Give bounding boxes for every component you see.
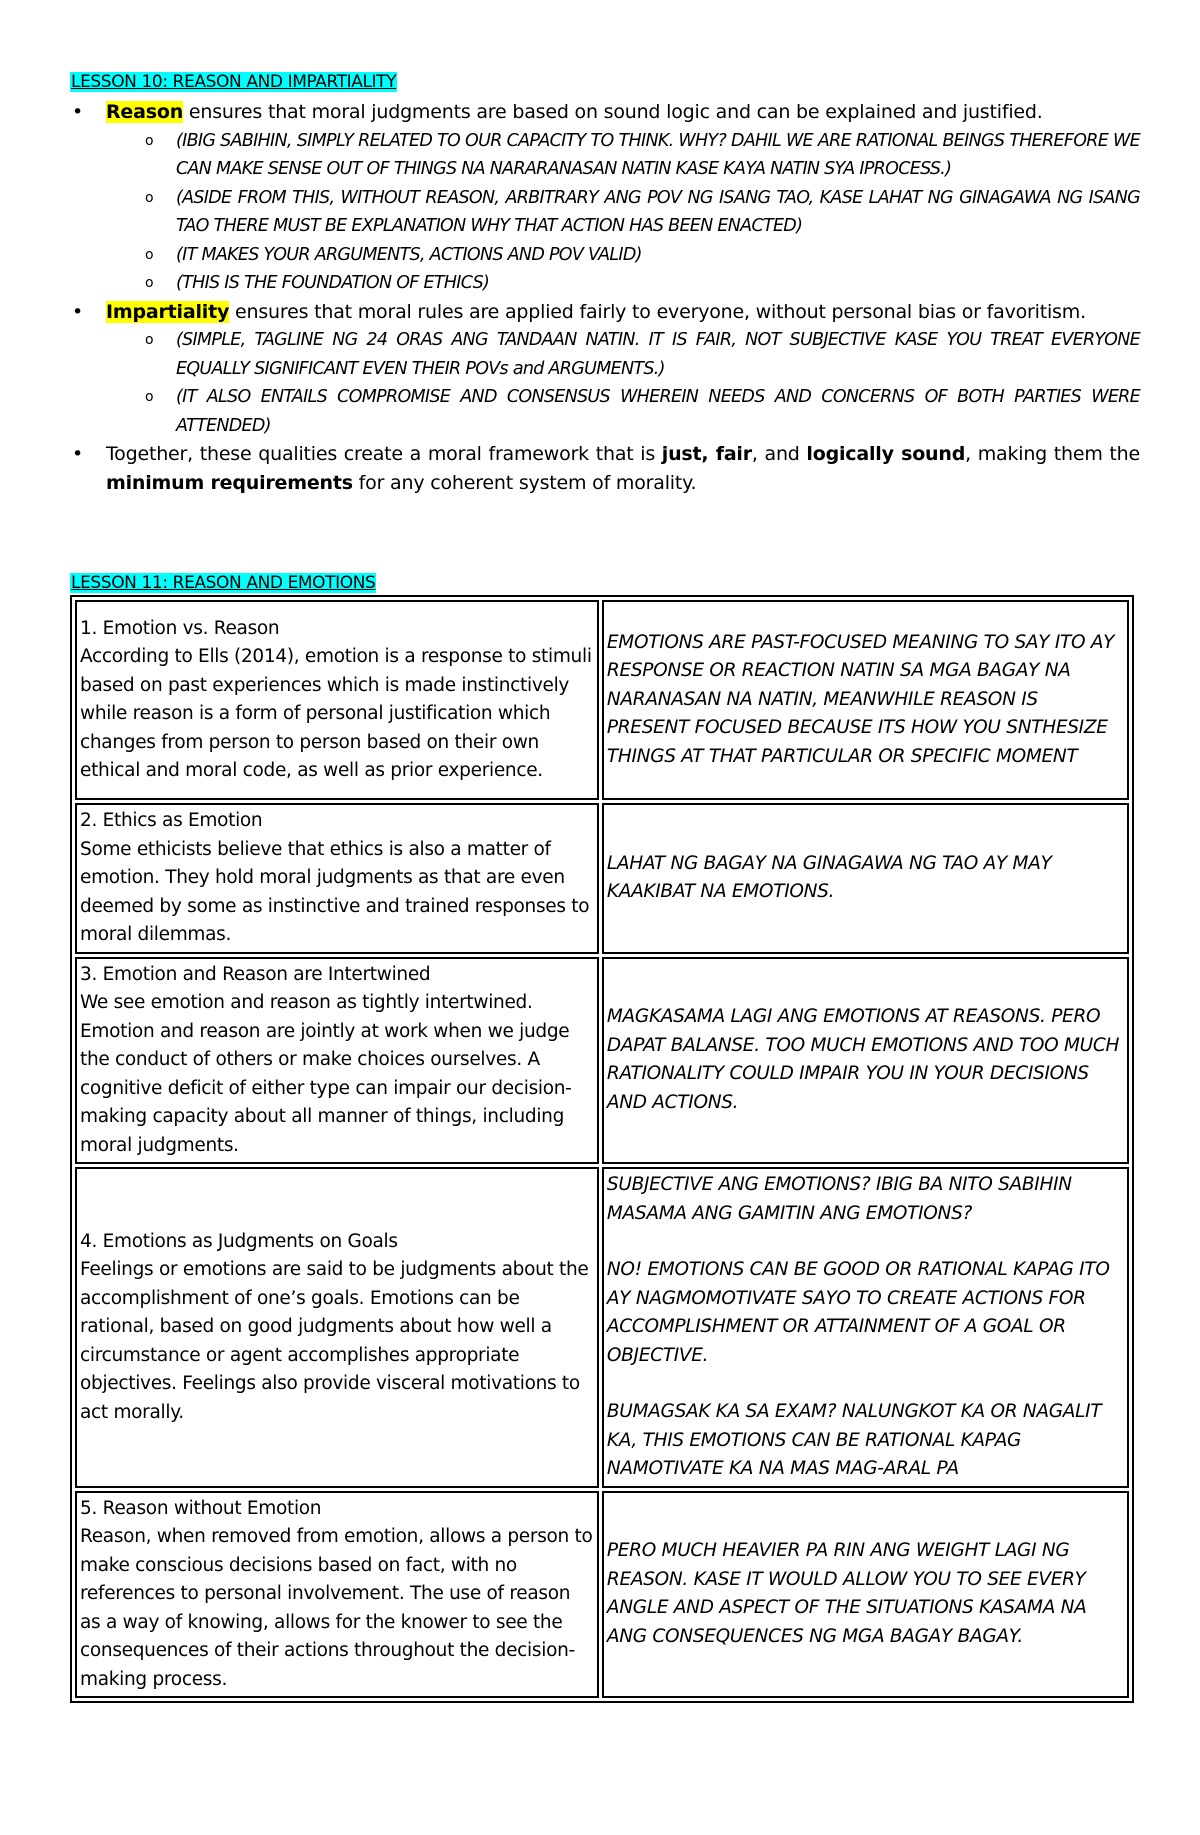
reason-note: [70, 241, 1140, 270]
together-part: , and: [751, 443, 807, 465]
lesson-11-table: [70, 595, 1134, 1703]
row-5-left: [75, 1491, 599, 1699]
row-note-part: SUBJECTIVE ANG EMOTIONS? IBIG BA NITO SABIHIN MASAMA ANG GAMITIN ANG EMOTIONS?: [606, 1174, 1072, 1224]
table-row: [75, 1167, 1129, 1488]
row-5-note: [602, 1491, 1129, 1699]
bullet-together: [70, 440, 1140, 497]
row-title: 5. Reason without Emotion: [80, 1497, 322, 1519]
row-body: Some ethicists believe that ethics is also a matter of emotion. They hold moral judgments as that are even deemed by some as instinctive and trained responses to moral dilemmas.: [80, 838, 590, 945]
note-spacer: [607, 1370, 1124, 1398]
lesson-11-heading: [70, 571, 376, 595]
row-3-note: [602, 957, 1129, 1165]
sub-bullet-icon: o: [145, 132, 153, 149]
lesson-10-heading-text: LESSON 10: REASON AND IMPARTIALITY: [71, 72, 397, 92]
row-note: PERO MUCH HEAVIER PA RIN ANG WEIGHT LAGI NG REASON. KASE IT WOULD ALLOW YOU TO SEE EVERY ANGLE AND ASPECT OF THE SITUATIONS KASAMA NA ANG CONSEQUENCES NG MGA BAGAY BAGAY.: [606, 1540, 1087, 1647]
row-note-part: BUMAGSAK KA SA EXAM? NALUNGKOT KA OR NAGALIT KA, THIS EMOTIONS CAN BE RATIONAL KAPAG NAMOTIVATE KA NA MAS MAG-ARAL PA: [606, 1401, 1102, 1479]
row-title: 4. Emotions as Judgments on Goals: [80, 1230, 398, 1252]
impartiality-note-text: (SIMPLE, TAGLINE NG 24 ORAS ANG TANDAAN NATIN. IT IS FAIR, NOT SUBJECTIVE KASE YOU TREAT EVERYONE EQUALLY SIGNIFICANT EVEN THEIR POVs and ARGUMENTS.): [176, 330, 1140, 379]
row-2-left: [75, 803, 599, 954]
row-note: MAGKASAMA LAGI ANG EMOTIONS AT REASONS. PERO DAPAT BALANSE. TOO MUCH EMOTIONS AND TOO MUCH RATIONALITY COULD IMPAIR YOU IN YOUR DECISIONS AND ACTIONS.: [606, 1006, 1120, 1113]
impartiality-note-text: (IT ALSO ENTAILS COMPROMISE AND CONSENSUS WHEREIN NEEDS AND CONCERNS OF BOTH PARTIES WERE ATTENDED): [176, 387, 1140, 436]
bullet-impartiality: [70, 298, 1140, 327]
row-body: Feelings or emotions are said to be judgments about the accomplishment of one’s goals. Emotions can be rational, based on good judgments about how well a circumstance or agent accomplishes appropriate objectives. Feelings also provide visceral motivations to act morally.: [80, 1259, 589, 1423]
table-row: [75, 1491, 1129, 1699]
reason-note: [70, 127, 1140, 184]
row-body: We see emotion and reason as tightly intertwined. Emotion and reason are jointly at work when we judge the conduct of others or make choices ourselves. A cognitive deficit of either type can impair our decision-making capacity about all manner of things, including moral judgments.: [80, 992, 572, 1156]
reason-note-text: (ASIDE FROM THIS, WITHOUT REASON, ARBITRARY ANG POV NG ISANG TAO, KASE LAHAT NG GINAGAWA NG ISANG TAO THERE MUST BE EXPLANATION WHY THAT ACTION HAS BEEN ENACTED): [176, 187, 1140, 236]
lesson-11-heading-text: LESSON 11: REASON AND EMOTIONS: [71, 573, 376, 593]
row-4-note: [602, 1167, 1129, 1488]
row-3-left: [75, 957, 599, 1165]
together-text: [106, 443, 1140, 494]
reason-note-text: (IBIG SABIHIN, SIMPLY RELATED TO OUR CAPACITY TO THINK. WHY? DAHIL WE ARE RATIONAL BEINGS THEREFORE WE CAN MAKE SENSE OUT OF THINGS NA NARARANASAN NATIN KASE KAYA NATIN SYA IPROCESS.): [176, 130, 1140, 179]
row-4-left: [75, 1167, 599, 1488]
impartiality-note: [70, 383, 1140, 440]
row-note: LAHAT NG BAGAY NA GINAGAWA NG TAO AY MAY KAAKIBAT NA EMOTIONS.: [606, 852, 1052, 903]
row-body: Reason, when removed from emotion, allows a person to make conscious decisions based on fact, with no references to personal involvement. The use of reason as a way of knowing, allows for the knower to see the consequences of their actions throughout the decision-making process.: [80, 1526, 593, 1690]
bullet-dot-icon: •: [72, 443, 84, 465]
impartiality-note: [70, 326, 1140, 383]
together-part: , making them the: [965, 443, 1141, 465]
bullet-dot-icon: •: [72, 300, 84, 323]
reason-note-text: (THIS IS THE FOUNDATION OF ETHICS): [176, 273, 490, 293]
table-row: [75, 957, 1129, 1165]
reason-note: [70, 269, 1140, 298]
sub-bullet-icon: o: [145, 246, 153, 263]
together-bold: logically sound: [806, 443, 966, 465]
together-part: Together, these qualities create a moral framework that is: [106, 443, 662, 465]
sub-bullet-icon: o: [145, 275, 153, 291]
impartiality-text: ensures that moral rules are applied fairly to everyone, without personal bias or favoritism.: [229, 300, 1086, 323]
bullet-dot-icon: •: [72, 101, 84, 123]
reason-text: ensures that moral judgments are based on sound logic and can be explained and justified.: [183, 101, 1043, 123]
reason-term: Reason: [106, 101, 184, 123]
note-spacer: [607, 1228, 1124, 1256]
reason-note: [70, 184, 1140, 241]
row-title: 3. Emotion and Reason are Intertwined: [80, 963, 431, 985]
row-note-part: NO! EMOTIONS CAN BE GOOD OR RATIONAL KAPAG ITO AY NAGMOMOTIVATE SAYO TO CREATE ACTIONS FOR ACCOMPLISHMENT OR ATTAINMENT OF A GOAL OR OBJECTIVE.: [606, 1259, 1110, 1366]
impartiality-term: Impartiality: [106, 300, 230, 323]
bullet-reason: [70, 98, 1140, 127]
table-row: [75, 600, 1129, 800]
row-2-note: [602, 803, 1129, 954]
reason-note-text: (IT MAKES YOUR ARGUMENTS, ACTIONS AND POV VALID): [176, 244, 642, 265]
sub-bullet-icon: o: [145, 189, 153, 206]
sub-bullet-icon: o: [145, 332, 153, 348]
row-title: 1. Emotion vs. Reason: [80, 617, 280, 639]
row-1-left: [75, 600, 599, 800]
together-bold: just, fair: [661, 443, 752, 465]
together-bold: minimum requirements: [106, 471, 353, 494]
lesson-10-bullets: [70, 98, 1140, 497]
row-body: According to Ells (2014), emotion is a response to stimuli based on past experiences which is made instinctively while reason is a form of personal justification which changes from person to person based on their own ethical and moral code, as well as prior experience.: [80, 646, 592, 781]
row-1-note: [602, 600, 1129, 800]
row-note: EMOTIONS ARE PAST-FOCUSED MEANING TO SAY ITO AY RESPONSE OR REACTION NATIN SA MGA BAGAY NA NARANASAN NA NATIN, MEANWHILE REASON IS PRESENT FOCUSED BECAUSE ITS HOW YOU SNTHESIZE THINGS AT THAT PARTICULAR OR SPECIFIC MOMENT: [606, 631, 1115, 767]
lesson-10-heading: [70, 70, 397, 94]
table-row: [75, 803, 1129, 954]
sub-bullet-icon: o: [145, 389, 153, 405]
row-title: 2. Ethics as Emotion: [80, 810, 263, 831]
together-part: for any coherent system of morality.: [352, 471, 697, 494]
